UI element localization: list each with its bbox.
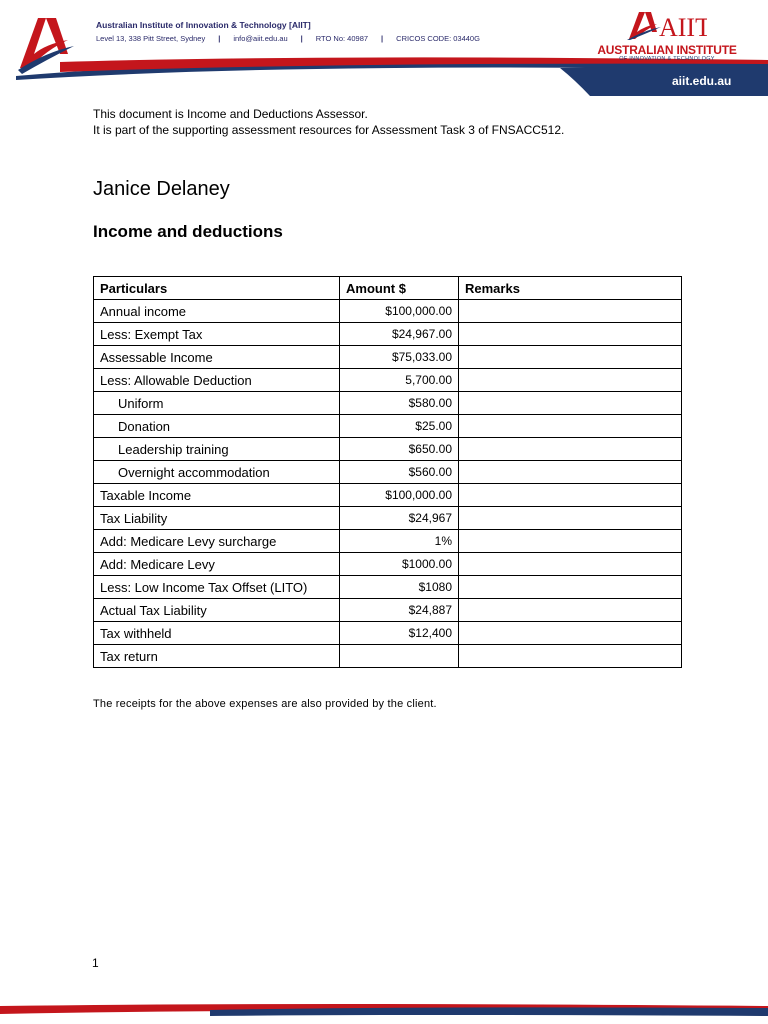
particular-cell: Assessable Income	[94, 346, 340, 369]
header-email: info@aiit.edu.au	[233, 34, 288, 43]
header-separator: |	[300, 34, 303, 43]
header-url: aiit.edu.au	[672, 74, 732, 88]
amount-cell: $580.00	[340, 392, 459, 415]
amount-cell: 1%	[340, 530, 459, 553]
table-row	[94, 599, 682, 622]
particular-cell: Less: Allowable Deduction	[94, 369, 340, 392]
particular-cell: Tax Liability	[94, 507, 340, 530]
intro-line: This document is Income and Deductions Assessor.	[93, 107, 368, 121]
table-row	[94, 553, 682, 576]
page-number: 1	[92, 956, 99, 970]
particular-cell: Annual income	[94, 300, 340, 323]
page-header	[0, 0, 768, 100]
intro-text	[93, 106, 564, 138]
amount-cell: 5,700.00	[340, 369, 459, 392]
remarks-cell	[459, 576, 682, 599]
table-row	[94, 346, 682, 369]
amount-cell	[340, 645, 459, 668]
intro-line: It is part of the supporting assessment resources for Assessment Task 3 of FNSACC512.	[93, 123, 565, 137]
client-name: Janice Delaney	[93, 178, 230, 200]
table-row	[94, 438, 682, 461]
section-title: Income and deductions	[93, 222, 283, 241]
remarks-cell	[459, 484, 682, 507]
remarks-cell	[459, 553, 682, 576]
header-cricos: CRICOS CODE: 03440G	[396, 34, 480, 43]
particular-cell: Actual Tax Liability	[94, 599, 340, 622]
table-header-row	[94, 277, 682, 300]
footnote: The receipts for the above expenses are also provided by the client.	[93, 698, 437, 710]
remarks-cell	[459, 300, 682, 323]
remarks-cell	[459, 507, 682, 530]
aiit-logo	[592, 10, 742, 62]
column-header-particulars: Particulars	[94, 277, 340, 300]
table-row	[94, 576, 682, 599]
header-rto: RTO No: 40987	[315, 34, 369, 43]
amount-cell: $24,887	[340, 599, 459, 622]
amount-cell: $1000.00	[340, 553, 459, 576]
amount-cell: $24,967.00	[340, 323, 459, 346]
amount-cell: $100,000.00	[340, 300, 459, 323]
logo-name: AUSTRALIAN INSTITUTE	[597, 43, 737, 57]
aiit-logo-wordmark	[627, 10, 707, 40]
column-header-amount: Amount $	[340, 277, 459, 300]
particular-cell: Add: Medicare Levy	[94, 553, 340, 576]
aiit-logo-mark-icon	[16, 14, 74, 74]
header-separator: |	[218, 34, 221, 43]
particular-cell: Add: Medicare Levy surcharge	[94, 530, 340, 553]
table-row	[94, 415, 682, 438]
table-row	[94, 622, 682, 645]
particular-cell: Uniform	[94, 392, 340, 415]
table-row	[94, 392, 682, 415]
table-row	[94, 645, 682, 668]
table-row	[94, 369, 682, 392]
amount-cell: $24,967	[340, 507, 459, 530]
remarks-cell	[459, 438, 682, 461]
footer-swoosh	[0, 1000, 768, 1024]
amount-cell: $75,033.00	[340, 346, 459, 369]
particular-cell: Taxable Income	[94, 484, 340, 507]
particular-cell: Tax withheld	[94, 622, 340, 645]
column-header-remarks: Remarks	[459, 277, 682, 300]
remarks-cell	[459, 369, 682, 392]
remarks-cell	[459, 530, 682, 553]
amount-cell: $560.00	[340, 461, 459, 484]
logo-acronym: AIIT	[659, 13, 707, 40]
remarks-cell	[459, 346, 682, 369]
amount-cell: $1080	[340, 576, 459, 599]
header-org-name: Australian Institute of Innovation & Technology [AIIT]	[96, 20, 311, 30]
amount-cell: $12,400	[340, 622, 459, 645]
header-contact-line	[96, 34, 480, 43]
table-row	[94, 300, 682, 323]
particular-cell: Less: Low Income Tax Offset (LITO)	[94, 576, 340, 599]
income-deductions-table	[93, 276, 682, 668]
logo-subtitle: OF INNOVATION & TECHNOLOGY	[619, 56, 715, 62]
amount-cell: $25.00	[340, 415, 459, 438]
table-row	[94, 323, 682, 346]
remarks-cell	[459, 415, 682, 438]
remarks-cell	[459, 392, 682, 415]
table-row	[94, 507, 682, 530]
remarks-cell	[459, 323, 682, 346]
particular-cell: Tax return	[94, 645, 340, 668]
remarks-cell	[459, 599, 682, 622]
remarks-cell	[459, 645, 682, 668]
remarks-cell	[459, 461, 682, 484]
remarks-cell	[459, 622, 682, 645]
particular-cell: Leadership training	[94, 438, 340, 461]
amount-cell: $650.00	[340, 438, 459, 461]
header-separator: |	[381, 34, 384, 43]
table-row	[94, 461, 682, 484]
particular-cell: Less: Exempt Tax	[94, 323, 340, 346]
table-row	[94, 530, 682, 553]
header-address: Level 13, 338 Pitt Street, Sydney	[96, 34, 206, 43]
amount-cell: $100,000.00	[340, 484, 459, 507]
particular-cell: Overnight accommodation	[94, 461, 340, 484]
table-row	[94, 484, 682, 507]
particular-cell: Donation	[94, 415, 340, 438]
